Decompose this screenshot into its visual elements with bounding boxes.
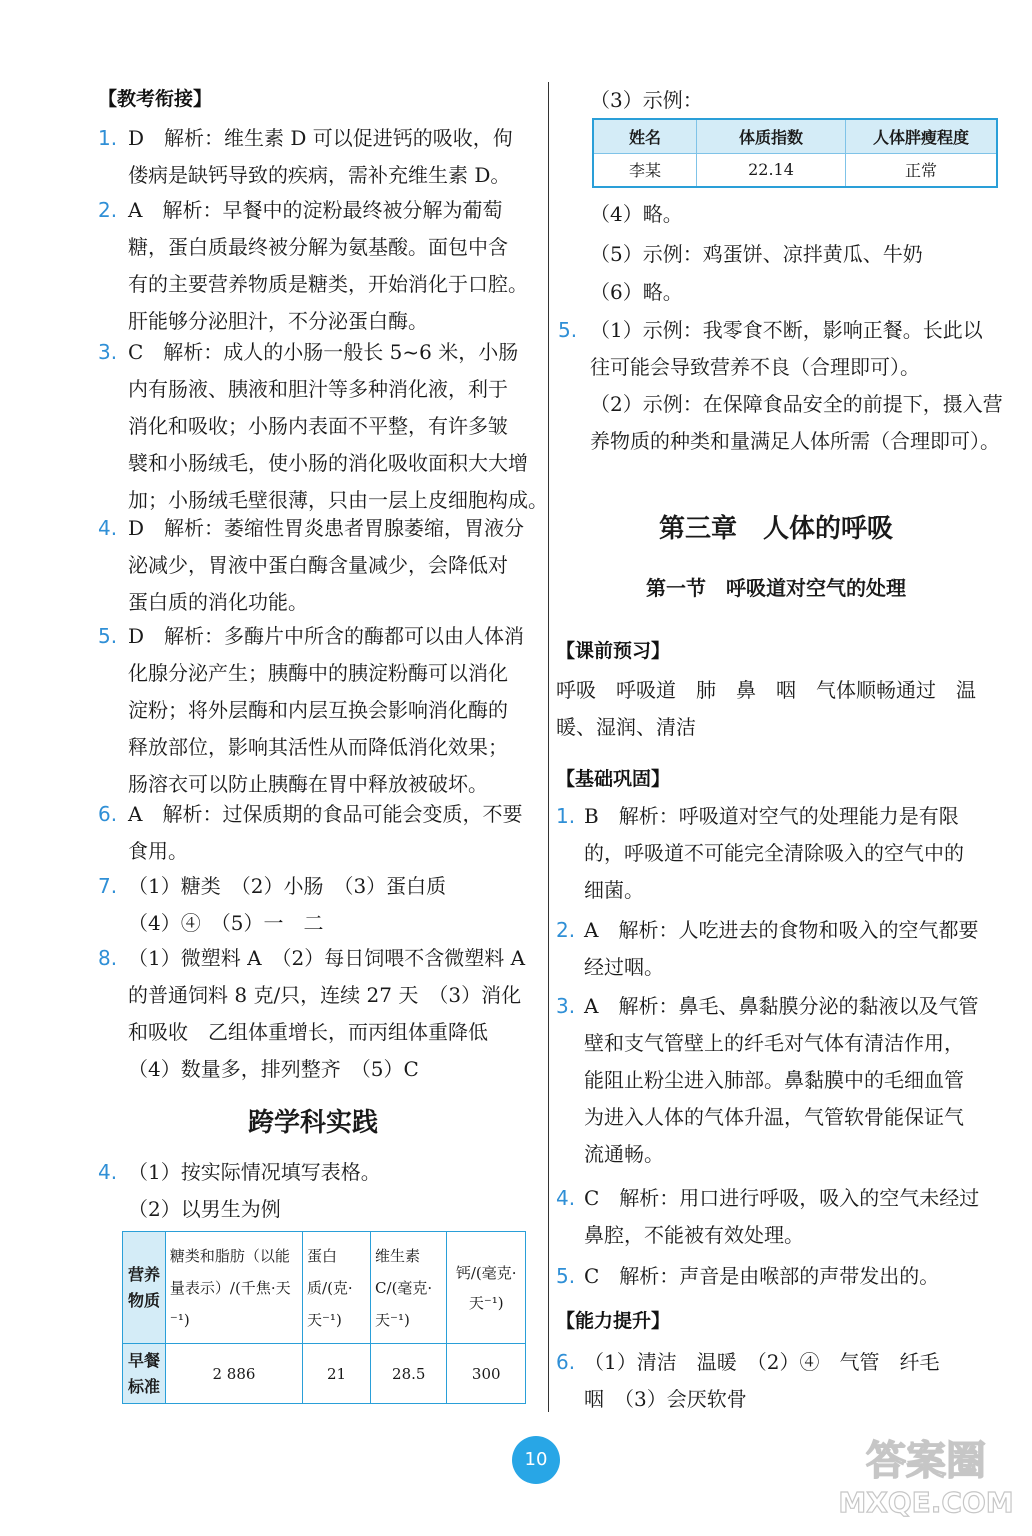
item-line: 细菌。: [584, 878, 644, 902]
item-number: 8.: [98, 946, 118, 970]
item-line: 有的主要营养物质是糖类，开始消化于口腔。: [128, 272, 528, 296]
sub-item-4: （4）略。: [590, 202, 683, 226]
item-line: 的，呼吸道不可能完全清除吸入的空气中的: [584, 841, 964, 865]
item-line: 襞和小肠绒毛，使小肠的消化吸收面积大大增: [128, 451, 528, 475]
answer-item-5: [98, 618, 525, 803]
item-line: （4）数量多，排列整齐 （5）C: [128, 1057, 419, 1081]
nutrition-table: [122, 1231, 526, 1404]
page-number-badge: 10: [512, 1436, 560, 1484]
table-cell: 正常: [846, 153, 998, 187]
item-line: （1）清洁 温暖 （2）④ 气管 纤毛: [584, 1350, 940, 1374]
section-title: 第一节 呼吸道对空气的处理: [646, 576, 906, 600]
answer-item-3: [98, 334, 548, 519]
item-line: 的普通饲料 8 克/只，连续 27 天 （3）消化: [128, 983, 522, 1007]
item-line: A 解析：人吃进去的食物和吸入的空气都要: [584, 918, 979, 942]
item-number: 1.: [556, 804, 576, 828]
item-line: 食用。: [128, 839, 188, 863]
item-line: 肠溶衣可以防止胰酶在胃中释放被破坏。: [128, 772, 488, 796]
item-line: （2）示例：在保障食品安全的前提下，摄入营: [590, 392, 1003, 416]
item-number: 4.: [556, 1186, 576, 1210]
item-line: B 解析：呼吸道对空气的处理能力是有限: [584, 804, 959, 828]
item-line: C 解析：声音是由喉部的声带发出的。: [584, 1264, 940, 1288]
item-line: （1）示例：我零食不断，影响正餐。长此以: [590, 318, 983, 342]
answer-item-4: [98, 510, 525, 621]
table-row-header: 早餐标准: [123, 1344, 166, 1404]
answer-item-1: [98, 120, 513, 194]
item-line: A 解析：过保质期的食品可能会变质，不要: [128, 802, 523, 826]
item-line: 消化和吸收；小肠内表面不平整，有许多皱: [128, 414, 508, 438]
table-cell: 300: [447, 1344, 526, 1404]
item-line: 为进入人体的气体升温，气管软骨能保证气: [584, 1105, 964, 1129]
item-line: D 解析：萎缩性胃炎患者胃腺萎缩，胃液分: [128, 516, 525, 540]
item-line: （2）以男生为例: [128, 1197, 281, 1221]
answer-item-4-practice: [98, 1154, 381, 1228]
section-title-kuaxueke: 跨学科实践: [247, 1108, 378, 1138]
item-number: 2.: [98, 198, 118, 222]
item-line: A 解析：鼻毛、鼻黏膜分泌的黏液以及气管: [584, 994, 979, 1018]
item-line: 暖、湿润、清洁: [556, 715, 696, 739]
section-heading-jiaokao: 【教考衔接】: [98, 88, 213, 110]
item-line: 偻病是缺钙导致的疾病，需补充维生素 D。: [128, 163, 511, 187]
table-header-cell: 人体胖瘦程度: [846, 119, 998, 153]
item-line: 能阻止粉尘进入肺部。鼻黏膜中的毛细血管: [584, 1068, 964, 1092]
item-number: 5.: [556, 1264, 576, 1288]
item-number: 5.: [558, 318, 578, 342]
watermark-logo: [826, 1424, 1026, 1524]
section-heading-jichu: 【基础巩固】: [556, 768, 671, 790]
basic-item-5: [556, 1258, 940, 1295]
item-number: 6.: [556, 1350, 576, 1374]
preview-answers: [556, 672, 976, 746]
sub-item-5: （5）示例：鸡蛋饼、凉拌黄瓜、牛奶: [590, 242, 923, 266]
item-number: 2.: [556, 918, 576, 942]
item-line: D 解析：维生素 D 可以促进钙的吸收，佝: [128, 126, 513, 150]
answer-item-6: [98, 796, 523, 870]
table-cell: 22.14: [697, 153, 846, 187]
basic-item-1: [556, 798, 964, 909]
section-heading-keqian: 【课前预习】: [556, 640, 671, 662]
item-line: C 解析：成人的小肠一般长 5~6 米，小肠: [128, 340, 519, 364]
item-line: 呼吸 呼吸道 肺 鼻 咽 气体顺畅通过 温: [556, 678, 976, 702]
item-number: 3.: [98, 340, 118, 364]
item-number: 4.: [98, 516, 118, 540]
table-header-cell: 蛋白质/(克·天⁻¹): [303, 1232, 371, 1344]
item-line: 内有肠液、胰液和胆汁等多种消化液，利于: [128, 377, 508, 401]
item-line: 蛋白质的消化功能。: [128, 590, 308, 614]
item-line: 鼻腔，不能被有效处理。: [584, 1223, 804, 1247]
answer-item-7: [98, 868, 447, 942]
item-line: 咽 （3）会厌软骨: [584, 1387, 747, 1411]
item-line: 和吸收 乙组体重增长，而丙组体重降低: [128, 1020, 488, 1044]
item-line: 往可能会导致营养不良（合理即可）。: [590, 355, 920, 379]
item-number: 3.: [556, 994, 576, 1018]
column-divider: [548, 82, 549, 1412]
table-header-cell: 维生素C/(毫克·天⁻¹): [371, 1232, 447, 1344]
item-line: 壁和支气管壁上的纤毛对气体有清洁作用，: [584, 1031, 964, 1055]
item-line: 养物质的种类和量满足人体所需（合理即可）。: [590, 429, 1000, 453]
item-line: 泌减少，胃液中蛋白酶含量减少，会降低对: [128, 553, 508, 577]
answer-item-2: [98, 192, 528, 340]
item-line: 糖，蛋白质最终被分解为氨基酸。面包中含: [128, 235, 508, 259]
item-line: 经过咽。: [584, 955, 664, 979]
item-number: 6.: [98, 802, 118, 826]
item-number: 4.: [98, 1160, 118, 1184]
item-line: （1）微塑料 A （2）每日饲喂不含微塑料 A: [128, 946, 526, 970]
table-cell: 李某: [593, 153, 697, 187]
item-line: C 解析：用口进行呼吸，吸入的空气未经过: [584, 1186, 980, 1210]
watermark-text-top: 答案圈: [866, 1438, 986, 1484]
item-line: （4）④ （5）一 二: [128, 911, 324, 935]
table-header-cell: 体质指数: [697, 119, 846, 153]
item-number: 7.: [98, 874, 118, 898]
sub-item-6: （6）略。: [590, 280, 683, 304]
watermark-text-bottom: MXQE.COM: [838, 1486, 1014, 1519]
example-3-label: （3）示例：: [590, 88, 703, 112]
item-number: 5.: [98, 624, 118, 648]
basic-item-4: [556, 1180, 980, 1254]
item-line: A 解析：早餐中的淀粉最终被分解为葡萄: [128, 198, 503, 222]
table-cell: 28.5: [371, 1344, 447, 1404]
item-line: 释放部位，影响其活性从而降低消化效果；: [128, 735, 508, 759]
basic-item-2: [556, 912, 979, 986]
table-header-cell: 姓名: [593, 119, 697, 153]
item-line: （1）糖类 （2）小肠 （3）蛋白质: [128, 874, 447, 898]
item-line: 加；小肠绒毛壁很薄，只由一层上皮细胞构成。: [128, 488, 548, 512]
item-line: 流通畅。: [584, 1142, 664, 1166]
bmi-table: [592, 118, 998, 188]
section-heading-nengli: 【能力提升】: [556, 1310, 671, 1332]
item-line: 化腺分泌产生；胰酶中的胰淀粉酶可以消化: [128, 661, 508, 685]
basic-item-3: [556, 988, 979, 1173]
table-header-cell: 营养物质: [123, 1232, 166, 1344]
item-line: 淀粉；将外层酶和内层互换会影响消化酶的: [128, 698, 508, 722]
chapter-title: 第三章 人体的呼吸: [658, 514, 893, 544]
answer-item-5-right: [558, 312, 1003, 460]
table-cell: 2 886: [165, 1344, 302, 1404]
ability-item-6: [556, 1344, 940, 1418]
table-header-cell: 糖类和脂肪（以能量表示）/(千焦·天⁻¹): [165, 1232, 302, 1344]
table-header-cell: 钙/(毫克·天⁻¹): [447, 1232, 526, 1344]
item-line: （1）按实际情况填写表格。: [128, 1160, 381, 1184]
item-number: 1.: [98, 126, 118, 150]
answer-item-8: [98, 940, 526, 1088]
table-cell: 21: [303, 1344, 371, 1404]
item-line: 肝能够分泌胆汁，不分泌蛋白酶。: [128, 309, 428, 333]
item-line: D 解析：多酶片中所含的酶都可以由人体消: [128, 624, 525, 648]
